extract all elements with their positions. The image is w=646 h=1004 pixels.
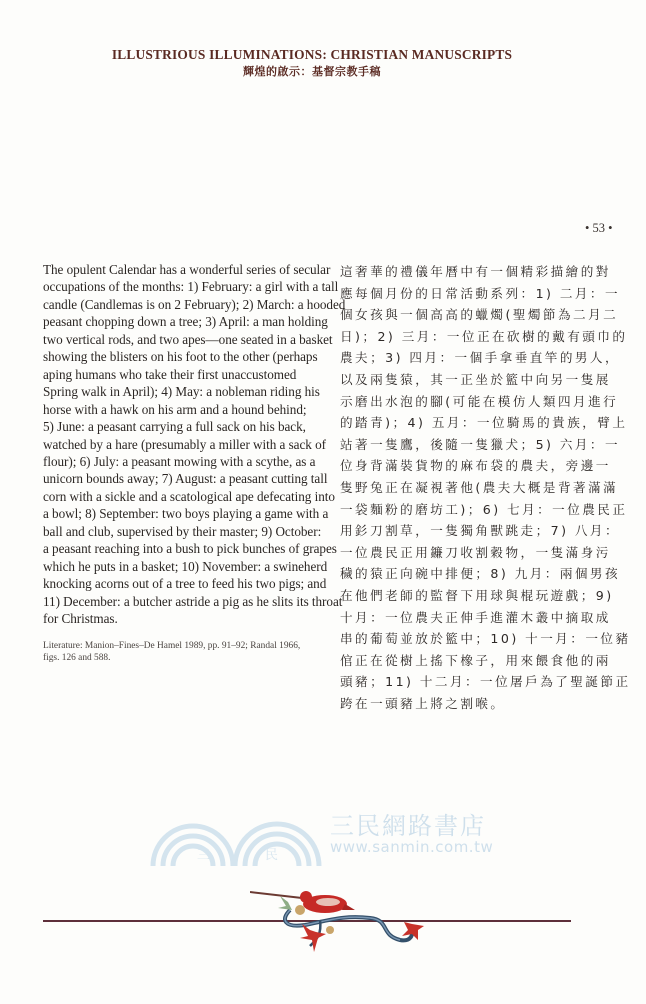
text-line: The opulent Calendar has a wonderful series of secular: [43, 262, 331, 277]
text-line: occupations of the months: 1) February: a girl with a tall: [43, 279, 339, 295]
text-line: ball and club, supervised by their master; 9) October:: [43, 523, 322, 539]
literature-line: figs. 126 and 588.: [43, 653, 111, 664]
header-subtitle: 輝煌的啟示：基督宗教手稿: [243, 65, 381, 78]
text-line: showing the blisters on his foot to the other (perhaps: [43, 349, 318, 365]
running-header: [0, 46, 624, 79]
literature-note: [43, 640, 328, 665]
page-number: • 53 •: [585, 221, 613, 235]
text-line: unicorn bounds away; 7) August: a peasant cutting tall: [43, 471, 328, 487]
text-line: a peasant reaching into a bush to pick bunches of grapes: [43, 541, 337, 557]
text-line: candle (Candlemas is on 2 February); 2) March: a hooded: [43, 296, 346, 312]
text-line: 頭豬；11) 十二月：一位屠戶為了聖誕節正: [340, 674, 631, 690]
english-body: [43, 261, 346, 628]
header-title: ILLUSTRIOUS ILLUMINATIONS: CHRISTIAN MANUSCRIPTS: [111, 47, 513, 62]
text-line: for Christmas.: [43, 611, 118, 627]
text-line: 這奢華的禮儀年曆中有一個精彩描繪的對: [340, 264, 611, 279]
text-line: 個女孩與一個高高的蠟燭(聖燭節為二月二: [340, 307, 619, 323]
text-line: 倌正在從樹上搖下橡子，用來餵食他的兩: [340, 652, 611, 668]
text-line: 5) June: a peasant carrying a full sack on his back,: [43, 419, 306, 435]
text-line: 位身背滿裝貨物的麻布袋的農夫，旁邊一: [340, 458, 611, 474]
text-line: knocking acorns out of a tree to feed his two pigs; and: [43, 576, 327, 592]
text-line: aping humans who take their first unaccustomed: [43, 366, 297, 382]
text-line: which he puts in a basket; 10) November: a swineherd: [43, 558, 328, 574]
text-line: 一位農民正用鐮刀收割穀物，一隻滿身污: [340, 544, 611, 560]
text-line: 隻野兔正在凝視著他(農夫大概是背著滿滿: [340, 479, 619, 495]
arches-logo-icon: [147, 800, 327, 866]
english-column: [43, 261, 346, 665]
text-line: 串的葡萄並放於籃中；10) 十一月：一位豬: [340, 631, 631, 647]
text-line: a bowl; 8) September: two boys playing a game with a: [43, 506, 329, 522]
text-line: 十月：一位農夫正伸手進灌木叢中摘取成: [340, 609, 611, 625]
watermark-char: 民: [265, 848, 279, 863]
text-line: 站著一隻鷹，後隨一隻獵犬；5) 六月：一: [340, 436, 621, 452]
text-line: 的踏青)；4) 五月：一位騎馬的貴族，臂上: [340, 415, 628, 431]
sanmin-watermark: [147, 800, 507, 866]
text-line: 示磨出水泡的腳(可能在模仿人類四月進行: [340, 393, 619, 409]
text-line: 用釤刀割草，一隻獨角獸跳走；7) 八月：: [340, 523, 621, 539]
text-line: 一袋麵粉的磨坊工)；6) 七月：一位農民正: [340, 501, 628, 517]
text-line: peasant chopping down a tree; 3) April: a man holding: [43, 314, 328, 330]
text-line: 穢的猿正向碗中排便；8) 九月：兩個男孩: [340, 566, 621, 582]
text-line: 以及兩隻猿，其一正坐於籃中向另一隻展: [340, 371, 611, 387]
text-line: horse with a hawk on his arm and a hound behind;: [43, 401, 307, 417]
text-line: corn with a sickle and a scatological ape defecating into: [43, 488, 335, 504]
text-line: two vertical rods, and two apes—one seated in a basket: [43, 331, 333, 347]
text-line: flour); 6) July: a peasant mowing with a scythe, as a: [43, 453, 316, 469]
text-line: 11) December: a butcher astride a pig as he slits its throat: [43, 593, 343, 609]
text-line: Spring walk in April); 4) May: a nobleman riding his: [43, 384, 320, 400]
text-line: 跨在一頭豬上將之割喉。: [340, 695, 506, 711]
text-line: 日)；2) 三月：一位正在砍樹的戴有頭巾的: [340, 328, 628, 344]
literature-line: Literature: Manion–Fines–De Hamel 1989, pp. 91–92; Randal 1966,: [43, 640, 301, 651]
text-line: watched by a hare (presumably a miller with a sack of: [43, 436, 326, 452]
text-line: 在他們老師的監督下用球與棍玩遊戲；9): [340, 587, 614, 603]
watermark-url: www.sanmin.com.tw: [330, 838, 494, 856]
text-line: 農夫；3) 四月：一個手拿垂直竿的男人，: [340, 350, 621, 366]
chinese-column: [340, 261, 631, 714]
text-line: 應每個月份的日常活動系列：1) 二月：一: [340, 285, 621, 301]
bird-vine-ornament-icon: [250, 880, 430, 960]
watermark-char: 三: [197, 848, 211, 863]
watermark-name: 三民網路書店: [330, 812, 486, 840]
